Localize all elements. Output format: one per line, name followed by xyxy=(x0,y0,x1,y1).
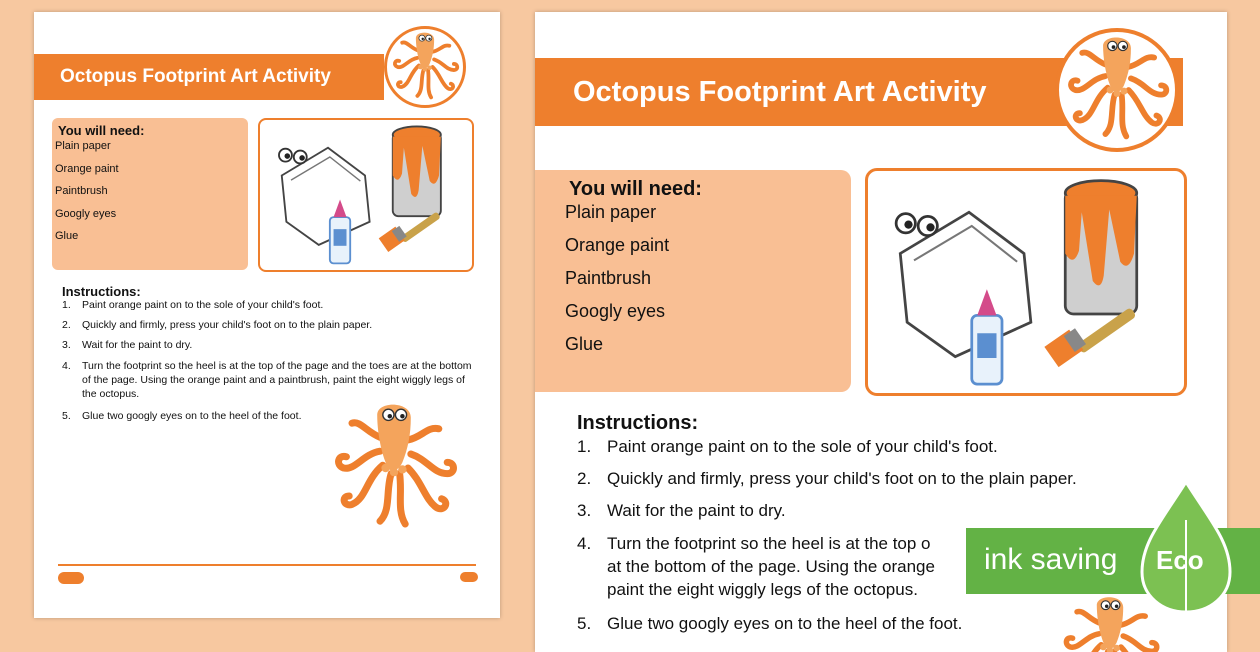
eco-badge-label: ink saving xyxy=(984,543,1118,576)
list-item xyxy=(62,319,476,331)
brand-logo xyxy=(58,572,84,584)
octopus-icon xyxy=(387,29,463,105)
worksheet-preview-small xyxy=(34,12,500,618)
step-number: 4. xyxy=(577,534,592,553)
craft-supplies-icon xyxy=(868,171,1180,391)
list-item: Glue xyxy=(565,334,604,354)
title-banner xyxy=(535,58,1055,126)
craft-supplies-icon xyxy=(260,120,470,268)
step-number: 5. xyxy=(62,409,71,422)
instructions-heading: Instructions: xyxy=(577,412,699,434)
step-number: 2. xyxy=(577,469,592,488)
page-title: Octopus Footprint Art Activity xyxy=(573,76,987,108)
footer-divider xyxy=(58,564,476,566)
octopus-icon xyxy=(1059,32,1175,148)
list-item: Plain paper xyxy=(55,140,111,152)
step-text: Paint orange paint on to the sole of your child's foot. xyxy=(607,437,998,456)
list-item xyxy=(62,359,476,402)
list-item: Paintbrush xyxy=(565,268,652,288)
materials-panel xyxy=(535,170,851,392)
page-title: Octopus Footprint Art Activity xyxy=(60,66,331,87)
list-item: Glue xyxy=(55,230,79,242)
step-line: Turn the footprint so the heel is at the top o xyxy=(607,534,931,553)
materials-list xyxy=(565,202,669,367)
list-item: Orange paint xyxy=(565,235,670,255)
materials-heading: You will need: xyxy=(569,178,702,200)
step-number: 3. xyxy=(577,501,592,520)
step-number: 1. xyxy=(62,299,71,311)
list-item: Googly eyes xyxy=(565,301,666,321)
octopus-logo xyxy=(384,26,466,108)
instructions-heading: Instructions: xyxy=(62,284,141,299)
octopus-footprint-icon xyxy=(324,398,464,538)
list-item xyxy=(577,437,1197,457)
octopus-logo xyxy=(1055,28,1179,152)
step-text: Wait for the paint to dry. xyxy=(82,339,193,351)
step-text: Glue two googly eyes on to the heel of the foot. xyxy=(607,613,963,633)
materials-illustration xyxy=(258,118,474,272)
eco-tag: Eco xyxy=(1156,545,1204,575)
title-banner xyxy=(34,54,384,100)
list-item xyxy=(577,501,1197,521)
brand-logo-right xyxy=(460,572,478,582)
step-number: 4. xyxy=(62,360,71,372)
list-item: Paintbrush xyxy=(55,185,108,197)
list-item: Plain paper xyxy=(565,202,657,222)
list-item: Orange paint xyxy=(55,162,119,175)
step-line: paint the eight wiggly legs of the octopus. xyxy=(607,579,918,599)
list-item: Googly eyes xyxy=(55,207,117,220)
step-number: 5. xyxy=(577,613,592,633)
step-line: at the bottom of the page. Using the orange xyxy=(607,556,935,576)
materials-heading: You will need: xyxy=(58,123,145,138)
step-text: Quickly and firmly, press your child's foot on to the plain paper. xyxy=(607,469,1077,488)
step-number: 1. xyxy=(577,437,592,456)
materials-list xyxy=(55,140,119,253)
step-number: 3. xyxy=(62,339,71,351)
step-text: Turn the footprint so the heel is at the top of the page and the toes are at the bottom of the page. Using the orange paint and a paintbrush, paint the eight wiggly legs of the octopus. xyxy=(82,360,472,401)
materials-illustration xyxy=(865,168,1187,396)
list-item xyxy=(577,469,1197,489)
step-text xyxy=(607,533,935,602)
step-text: Paint orange paint on to the sole of your child's foot. xyxy=(82,299,324,311)
list-item xyxy=(62,299,476,311)
step-number: 2. xyxy=(62,319,71,331)
list-item xyxy=(62,339,476,351)
step-text: Glue two googly eyes on to the heel of the foot. xyxy=(82,409,302,422)
step-text: Quickly and firmly, press your child's foot on to the plain paper. xyxy=(82,319,373,331)
materials-panel xyxy=(52,118,248,270)
step-text: Wait for the paint to dry. xyxy=(607,501,786,520)
